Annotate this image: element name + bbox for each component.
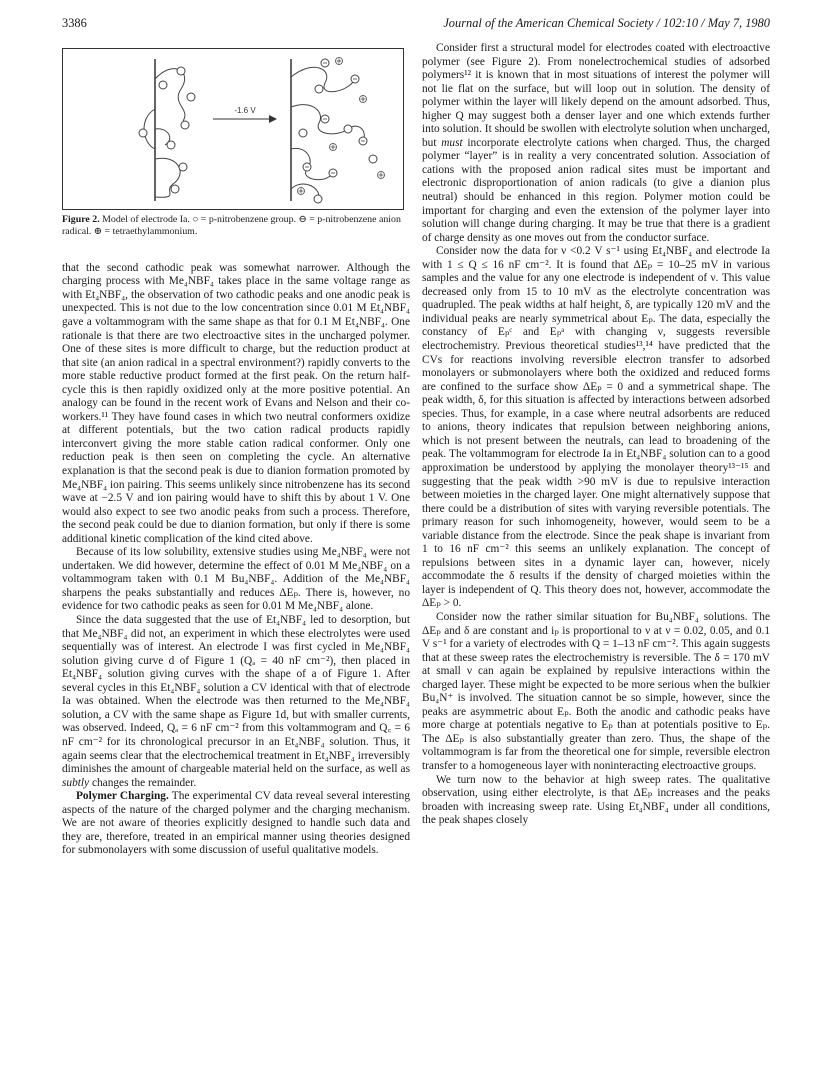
figure-caption [62, 214, 410, 238]
arrow-label: -1.6 V [234, 106, 256, 115]
section-heading: Polymer Charging. [76, 790, 169, 803]
paragraph: Because of its low solubility, extensive studies using Me₄NBF₄ were not undertaken. We did however, determine the effect of 0.01 M Me₄NBF₄ on a voltammogram taken with 0.1 M Bu₄NBF₄. Addition of the Me₄NBF₄ sharpens the peaks substantially and reduces ΔEₚ. There is, however, no evidence for two cathodic peaks as seen for 0.01 M Me₄NBF₄ alone. [62, 546, 410, 613]
paragraph: Polymer Charging. The experimental CV data reveal several interesting aspects of the nature of the charged polymer and the charging mechanism. We are not aware of theories explicitly designed to handle such data and they are, therefore, treated in an empirical manner using theories designed for submonolayers with some discussion of useful qualitative models. [62, 790, 410, 857]
journal-citation: Journal of the American Chemical Society / 102:10 / May 7, 1980 [443, 16, 770, 30]
caption-text: Model of electrode Ia. ○ = p-nitrobenzene group. ⊖ = p-nitrobenzene anion radical. ⊕ = tetraethylammonium. [62, 214, 401, 237]
figure-2 [62, 48, 404, 210]
paragraph: that the second cathodic peak was somewhat narrower. Although the charging process with Me₄NBF₄ takes place in the same voltage range as with Et₄NBF₄, the observation of two cathodic peaks and one anodic peak is unexpected. This is not due to the low concentration since 0.01 M Et₄NBF₄ gave a voltammogram with the same shape as that for 0.1 M Et₄NBF₄. One rationale is that there are two electroactive sites in the uncharged polymer. One of these sites is more difficult to charge, but the reduction product at that site (an anion radical in a spectral environment?) rapidly converts to the more stable reductive product formed at the first peak. On the return half-cycle this is then rapidly oxidized only at the more positive potential. An analogy can be found in the recent work of Evans and Nelson and their co-workers.¹¹ They have found cases in which two neutral conformers oxidize at different potentials, but the two cation radical products rapidly interconvert giving the more stable cation radical conformer. Only one reduction peak is then seen on completing the cycle. An alternative explanation is that the second peak is due to dianion formation promoted by Me₄NBF₄ ion pairing. This seems unlikely since nitrobenzene has its second wave at −2.5 V and ion pairing would have to shift this by about 1 V. One would also expect to see two anodic peaks from such a process. Therefore, the second peak could be due to dianion formation, but only if there is some additional kinetic complication of the kind cited above. [62, 261, 410, 545]
tetraethylammonium-cations [298, 58, 385, 195]
page-number: 3386 [62, 16, 87, 30]
paragraph: Consider now the data for ν <0.2 V s⁻¹ using Et₄NBF₄ and electrode Ia with 1 ≤ Q ≤ 16 nF cm⁻². It is found that ΔEₚ = 10–25 mV in various samples and the value for any one electrode is independent of ν. This value decreased only from 15 to 10 mV as the electrolyte concentration was quadrupled. The peak widths at half height, δ, are typically 120 mV and the individual peaks are nearly symmetrical about Eₚ. The data, especially the constancy of Eₚᶜ and Eₚᵃ with changing ν, suggests reversible electrochemistry. Previous theoretical studies¹³,¹⁴ have predicted that the CVs for reactions involving reversible electron transfer to adsorbed monolayers or submonolayers where both the oxidized and reduced forms are confined to the surface show ΔEₚ = 0 and a symmetrical shape. The peak width, δ, for this situation is affected by interactions between adsorbed species. Thus, for example, in a case where neutral adsorbents are reduced to anions, theory indicates that repulsion between neighboring anions, which is not present between the neutrals, can lead to broadening of the peak. The voltammogram for electrode Ia in Et₄NBF₄ solution can to a good approximation be understood by applying the monolayer theory¹³⁻¹⁵ and suggesting that the peak width >90 mV is due to repulsive interaction between moieties in the charged layer. One might alternatively suppose that there could be a distribution of sites with varying reversible potentials. The primary reason for such inhomogeneity, however, would seem to be a variable distance from the electrode. Since the peak shape is invariant from 1 to 16 nF cm⁻² this seems an unlikely explanation. The concept of repulsions between sites in a dynamic layer can, however, nicely accommodate the δ results if the density of charged moieties within the layer is independent of Q. This theory does not, however, accommodate the ΔEₚ > 0. [422, 245, 770, 610]
paragraph: Since the data suggested that the use of Et₄NBF₄ led to desorption, but that Me₄NBF₄ did not, an experiment in which these electrolytes were used sequentially was of interest. An electrode I was first cycled in Me₄NBF₄ solution giving curve d of Figure 1 (Qₐ = 40 nF cm⁻²), then placed in Et₄NBF₄ solution giving curves with the shape of a of Figure 1. After several cycles in this Et₄NBF₄ solution a CV identical with that of electrode Ia was obtained. When the electrode was then returned to the Me₄NBF₄ solution, a CV with the same shape as Figure 1d, but with smaller currents, was observed. Indeed, Qₐ = 6 nF cm⁻² from this voltammogram and Q꜀ = 6 nF cm⁻² for its chronological precursor in an Et₄NBF₄ solution. Thus, it again seems clear that the electrochemical treatment in Et₄NBF₄ irreversibly diminishes the amount of chargeable material held on the surface, as well as subtly changes the remainder. [62, 614, 410, 789]
right-column [422, 42, 770, 828]
paragraph: Consider first a structural model for electrodes coated with electroactive polymer (see Figure 2). From nonelectrochemical studies of adsorbed polymers¹² it is known that in most situations of interest the polymer will not lie flat on the surface, but will loop out in solution. The density of polymer within the layer will likely depend on the amount adsorbed. Thus, higher Q may suggest both a denser layer and one which extends further into solution. It should be swollen with electrolyte solution when uncharged, but must incorporate electrolyte cations when charged. Thus, the charged polymer “layer” is in reality a very concentrated solution. Association of cations with the proposed anion radical sites must be important and electronic disproportionation of anion radicals (to give a dianion plus neutral) should be enhanced in this region. Polymer motion could be important for charging and even the extension of the polymer layer into solution will change during charging. It may be true that there is a gradient of charge density as one moves out from the conductor surface. [422, 42, 770, 244]
nitrobenzene-groups [139, 67, 195, 193]
caption-label: Figure 2. [62, 214, 100, 225]
page-header [62, 16, 770, 34]
paragraph: Consider now the rather similar situation for Bu₄NBF₄ solutions. The ΔEₚ and δ are constant and iₚ is proportional to ν at ν = 0.02, 0.05, and 0.1 V s⁻¹ for a variety of electrodes with Q = 1–13 nF cm⁻². This again suggests that at these sweep rates the electrochemistry is reversible. The δ = 170 mV at small ν can again be explained by repulsive interactions within the charged layer. These might be expected to be more serious when the bulkier Bu₄N⁺ is involved. The situation cannot be so simple, however, since the peaks are asymmetric about Eₚ. Both the anodic and cathodic peaks have more charge at potentials negative to Eₚ than at potentials positive to Eₚ. The ΔEₚ is also substantially greater than zero. Thus, the shape of the voltammogram is far from the theoretical one for simple, reversible electron transfer to a homogeneous layer with noninteracting electroactive groups. [422, 610, 770, 772]
anion-radical-groups [299, 59, 377, 203]
left-column [62, 42, 410, 858]
polymer-model-diagram [63, 49, 403, 209]
paragraph: We turn now to the behavior at high sweep rates. The qualitative observation, using either electrolyte, is that ΔEₚ increases and the peaks broaden with increasing sweep rate. Using Et₄NBF₄ under all conditions, the peak shapes closely [422, 773, 770, 827]
